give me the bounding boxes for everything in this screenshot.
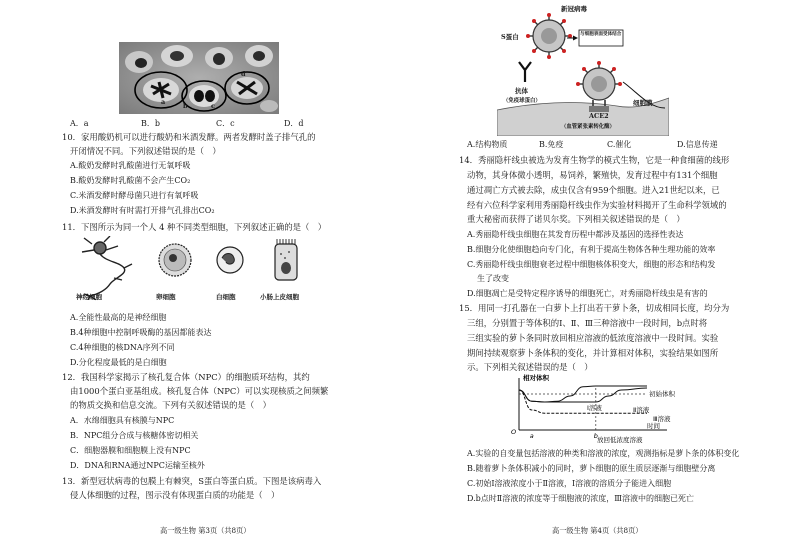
label-receptor-box: 与细胞表面受体结合 [580,32,622,37]
relative-volume-chart [507,372,707,444]
chart-series-label-ii: Ⅱ溶液 [633,406,650,414]
virus-top [526,13,572,59]
neuron-drawing [82,236,132,300]
q10-option-a[interactable]: A.酸奶发酵时乳酸菌进行无氧呼吸 [70,161,191,170]
series-line-2 [519,388,647,402]
q15-stem-line2: 三组，分别置于等体积的Ⅰ、Ⅱ、Ⅲ三种溶液中一段时间，b点时将 [467,318,708,328]
q15-stem-line1: 15．用同一打孔器在一白萝卜上打出若干萝卜条，切成相同长度，均分为 [459,303,730,313]
micrograph-label-c: c [211,102,215,110]
q12-option-a[interactable]: A．水绵细胞具有核膜与NPC [70,416,175,425]
q12-option-d[interactable]: D．DNA和RNA通过NPC运输至核外 [70,461,205,470]
four-cells-svg [70,236,320,300]
q12-stem-line2: 由1000个蛋白亚基组成。核孔复合体（NPC）可以实现核质之间频繁 [70,386,329,396]
series-layer [519,386,647,413]
q14-option-c-cont: 生了改变 [477,274,509,283]
label-ace2-sub: （血管紧张素转化酶） [561,124,615,130]
virus-entry-svg [497,2,669,136]
q10-option-d[interactable]: D.米酒发酵时有时需打开排气孔排出CO₂ [70,206,215,215]
q15-stem-line3: 三组实验的萝卜条同时放回相应溶液的低浓度溶液中一段时间。实验 [467,333,719,343]
virus-entry-figure [497,2,669,136]
q10-stem-line1: 10．家用酸奶机可以进行酸奶和米酒发酵。两者发酵时盖子排气孔的 [62,132,316,142]
q12-option-b[interactable]: B．NPC组分合成与核糖体密切相关 [70,431,199,440]
chart-series-label-iii: Ⅲ溶液 [653,415,671,423]
micrograph-label-b: b [183,102,188,110]
intestinal-cell-drawing [275,239,297,280]
chart-b-label: b [593,432,598,440]
label-white-blood-cell: 白细胞 [216,293,236,301]
q11-option-c[interactable]: C.4种细胞的核DNA序列不同 [70,343,175,352]
page-4 [397,0,794,549]
q9-option-b[interactable]: B．b [141,119,160,128]
q11-stem: 11．下图所示为同一个人 4 种不同类型细胞，下列叙述正确的是（ ） [62,222,327,232]
q13-option-c[interactable]: C.催化 [607,140,632,149]
q9-option-d[interactable]: D．d [284,119,304,128]
q9-option-c[interactable]: C．c [216,119,235,128]
q15-stem-line5: 示。下列相关叙述错误的是（ ） [467,362,593,372]
chart-a-label: a [529,432,534,440]
q11-option-d[interactable]: D.分化程度最低的是白细胞 [70,358,167,367]
label-antibody-sub: （免疫球蛋白） [503,98,541,104]
q14-option-b[interactable]: B.细胞分化使细胞趋向专门化，有利于提高生物体各种生理功能的效率 [467,245,716,254]
q13-option-b[interactable]: B.免疫 [539,140,564,149]
label-s-protein: S蛋白 [501,33,519,41]
q15-option-b[interactable]: B.随着萝卜条体积减小的同时，萝卜细胞的原生质层逐渐与细胞壁分离 [467,464,716,473]
q11-option-a[interactable]: A.全能性最高的是神经细胞 [70,313,167,322]
label-ace2: ACE2 [589,112,609,120]
q10-stem-line2: 开闭情况不同。下列叙述错误的是（ ） [70,146,221,156]
q14-option-d[interactable]: D.细胞凋亡是受特定程序诱导的细胞死亡，对秀丽隐杆线虫是有害的 [467,289,708,298]
q10-option-b[interactable]: B.酸奶发酵时乳酸菌不会产生CO₂ [70,176,191,185]
q13-option-d[interactable]: D.信息传递 [677,140,718,149]
chart-ylabel: 相对体积 [523,374,549,382]
q14-stem-line4: 经有六位科学家利用秀丽隐杆线虫作为实验材料揭开了生命科学领域的 [467,200,727,210]
label-egg-cell: 卵细胞 [156,293,176,301]
label-intestinal-cell: 小肠上皮细胞 [260,293,299,301]
q12-stem-line3: 的物质交换和信息交流。下列有关叙述错误的是（ ） [70,400,271,410]
antibody-shape [519,62,531,82]
micrograph-label-a: a [161,98,166,106]
q15-option-c[interactable]: C.初始Ⅰ溶液浓度小于Ⅱ溶液，Ⅰ溶液的溶质分子能进入细胞 [467,479,672,488]
egg-cell-drawing [159,244,191,276]
white-blood-cell-drawing [217,247,243,273]
q14-stem-line2: 动物，其身体微小透明，易饲养，繁殖快，发育过程中有131个细胞 [467,170,718,180]
q10-option-c[interactable]: C.米酒发酵时酵母菌只进行有氧呼吸 [70,191,199,200]
q15-option-d[interactable]: D.b点时Ⅱ溶液的浓度等于细胞液的浓度，Ⅲ溶液中的细胞已死亡 [467,494,694,503]
chart-series-label-i: Ⅰ溶液 [587,404,602,412]
four-cells-figure [70,236,320,300]
q14-stem-line3: 通过凋亡方式被去除，成虫仅含有959个细胞。进入21世纪以来，已 [467,185,720,195]
chart-return-label: 放回低浓度溶液 [597,436,643,444]
q12-option-c[interactable]: C．细胞器膜和细胞膜上没有NPC [70,446,191,455]
footer-page-3: 高一级生物 第3页（共8页） [160,526,251,535]
q14-stem-line5: 重大秘密而获得了诺贝尔奖。下列相关叙述错误的是（ ） [467,214,685,224]
q13-option-a[interactable]: A.结构物质 [467,140,508,149]
q14-stem-line1: 14．秀丽隐杆线虫被选为发育生物学的模式生物，它是一种食细菌的线形 [459,155,730,165]
q13-stem-line2: 侵人体细胞的过程，图示没有体现蛋白质的功能是（ ） [70,490,280,500]
label-cell-membrane: 细胞膜 [633,99,653,107]
footer-page-4: 高一级生物 第4页（共8页） [552,526,643,535]
label-virus: 新冠病毒 [561,5,587,13]
q14-option-a[interactable]: A.秀丽隐杆线虫细胞在其发育历程中都涉及基因的选择性表达 [467,230,684,239]
micrograph-svg [119,42,279,114]
label-antibody: 抗体 [515,87,528,95]
q9-option-a[interactable]: A．a [70,119,89,128]
chart-initial-volume-label: 初始体积 [649,390,675,398]
cell-division-micrograph [119,42,279,114]
q13-stem-line1: 13．新型冠状病毒的包膜上有棘突，S蛋白等蛋白质。下图是该病毒入 [62,476,322,486]
q14-option-c[interactable]: C.秀丽隐杆线虫细胞衰老过程中细胞核体积变大，细胞的形态和结构发 [467,260,716,269]
q11-option-b[interactable]: B.4种细胞中控制呼吸酶的基因都能表达 [70,328,212,337]
chart-xlabel: 时间 [647,422,660,430]
label-neuron: 神经细胞 [76,293,102,301]
micrograph-label-d: d [241,70,246,78]
chart-svg [507,372,707,444]
chart-origin-label: O [511,428,517,436]
q15-option-a[interactable]: A.实验的自变量包括溶液的种类和溶液的浓度，观测指标是萝卜条的体积变化 [467,449,740,458]
q12-stem-line1: 12．我国科学家揭示了核孔复合体（NPC）的细胞质环结构，其约 [62,372,310,382]
q15-stem-line4: 期间持续观察萝卜条体积的变化，并计算相对体积，实验结果如图所 [467,348,719,358]
